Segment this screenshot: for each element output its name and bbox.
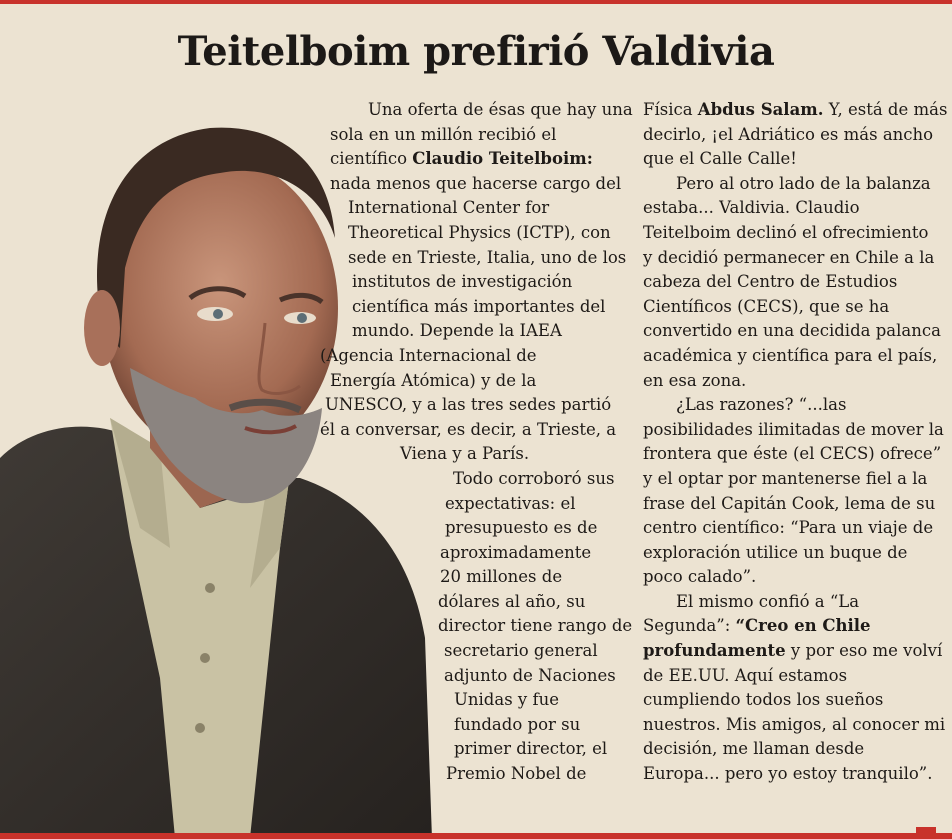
text-run: estaba... Valdivia. Claudio [643,198,860,218]
text-run: mundo. Depende la IAEA [352,321,562,341]
text-run: Europa... pero yo estoy tranquilo”. [643,764,933,784]
text-run: Premio Nobel de [446,764,587,784]
text-line [0,344,947,369]
text-run: y decidió permanecer en Chile a la [643,247,935,267]
text-run: nada menos que hacerse cargo del [330,173,622,193]
text-run: que el Calle Calle! [643,149,797,169]
text-run: cumpliendo todos los sueños [643,690,884,710]
text-run: frase del Capitán Cook, lema de su [643,493,936,513]
text-run: expectativas: el [445,493,576,513]
text-run: ¿Las razones? “...las [676,395,847,415]
text-run: Física [643,100,698,119]
text-line [0,393,947,418]
text-line [0,221,947,246]
text-run: de EE.UU. Aquí estamos [643,665,848,685]
text-line [0,688,947,713]
text-run: Todo corroboró sus [453,468,615,488]
text-run: decirlo, ¡el Adriático es más ancho [643,124,934,144]
text-run: y el optar por mantenerse fiel a la [643,468,928,488]
text-run: Viena y a París. [400,444,530,464]
text-line [0,614,947,639]
text-run: presupuesto es de [445,518,598,538]
text-run: posibilidades ilimitadas de mover la [643,419,944,439]
headline: Teitelboim prefirió Valdivia [177,28,775,75]
bold-text: profundamente [643,641,786,661]
text-line [0,590,947,615]
text-run: Energía Atómica) y de la [330,370,537,390]
bold-text: Claudio Teitelboim: [412,149,593,169]
text-run: centro científico: “Para un viaje de [643,518,934,538]
text-run: científico [330,149,413,169]
text-run: adjunto de Naciones [444,665,616,685]
text-run: nuestros. Mis amigos, al conocer mi [643,714,946,734]
bold-text: “Creo en Chile [735,616,871,636]
text-line [0,516,947,541]
text-run: Teitelboim declinó el ofrecimiento [643,222,929,242]
text-run: Theoretical Physics (ICTP), con [348,222,611,242]
text-run: poco calado”. [643,567,757,587]
text-line [0,172,947,197]
text-run: Y, está de más [823,100,948,119]
text-run: El mismo confió a “La [676,591,860,611]
corner-marker [916,827,936,839]
text-run: frontera que éste (el CECS) ofrece” [643,444,942,464]
text-line [0,418,947,443]
text-run: aproximadamente [440,542,592,562]
text-run: institutos de investigación [352,272,573,292]
text-run: dólares al año, su [438,591,586,611]
text-line [0,369,947,394]
text-line [0,467,947,492]
text-line [0,639,947,664]
text-line [0,492,947,517]
text-line [0,541,947,566]
article-column-right [0,98,947,787]
text-line [0,713,947,738]
text-line [0,147,947,172]
text-run: International Center for [348,198,550,218]
text-run: secretario general [444,641,598,661]
text-run: exploración utilice un buque de [643,542,908,562]
text-run: director tiene rango de [438,616,633,636]
text-run: Pero al otro lado de la balanza [676,173,931,193]
text-line [0,737,947,762]
text-run: cabeza del Centro de Estudios [643,272,898,292]
text-run: Unidas y fue [454,690,559,710]
text-run: y por eso me volví [785,641,943,661]
text-run: Una oferta de ésas que hay una [368,100,633,119]
text-run: él a conversar, es decir, a Trieste, a [320,419,617,439]
text-run: fundado por su [454,714,581,734]
text-line [0,762,947,787]
text-run: académica y científica para el país, [643,345,938,365]
text-run: decisión, me llaman desde [643,739,865,759]
text-line [0,319,947,344]
text-line [0,270,947,295]
text-line [0,295,947,320]
text-run: primer director, el [454,739,608,759]
text-line [0,246,947,271]
text-run: (Agencia Internacional de [320,345,537,365]
text-run: sola en un millón recibió el [330,124,557,144]
text-run: convertido en una decidida palanca [643,321,941,341]
text-run: Segunda”: [643,616,736,636]
text-line [0,565,947,590]
text-run: Científicos (CECS), que se ha [643,296,890,316]
text-line [0,98,947,123]
text-run: sede en Trieste, Italia, uno de los [348,247,627,267]
bottom-red-rule [0,833,952,839]
text-line [0,664,947,689]
text-run: 20 millones de [440,567,563,587]
text-run: en esa zona. [643,370,747,390]
text-line [0,442,947,467]
text-line [0,123,947,148]
text-line [0,196,947,221]
text-run: UNESCO, y a las tres sedes partió [325,395,612,415]
bold-text: Abdus Salam. [697,100,824,119]
top-red-rule [0,0,952,4]
text-run: científica más importantes del [352,296,606,316]
